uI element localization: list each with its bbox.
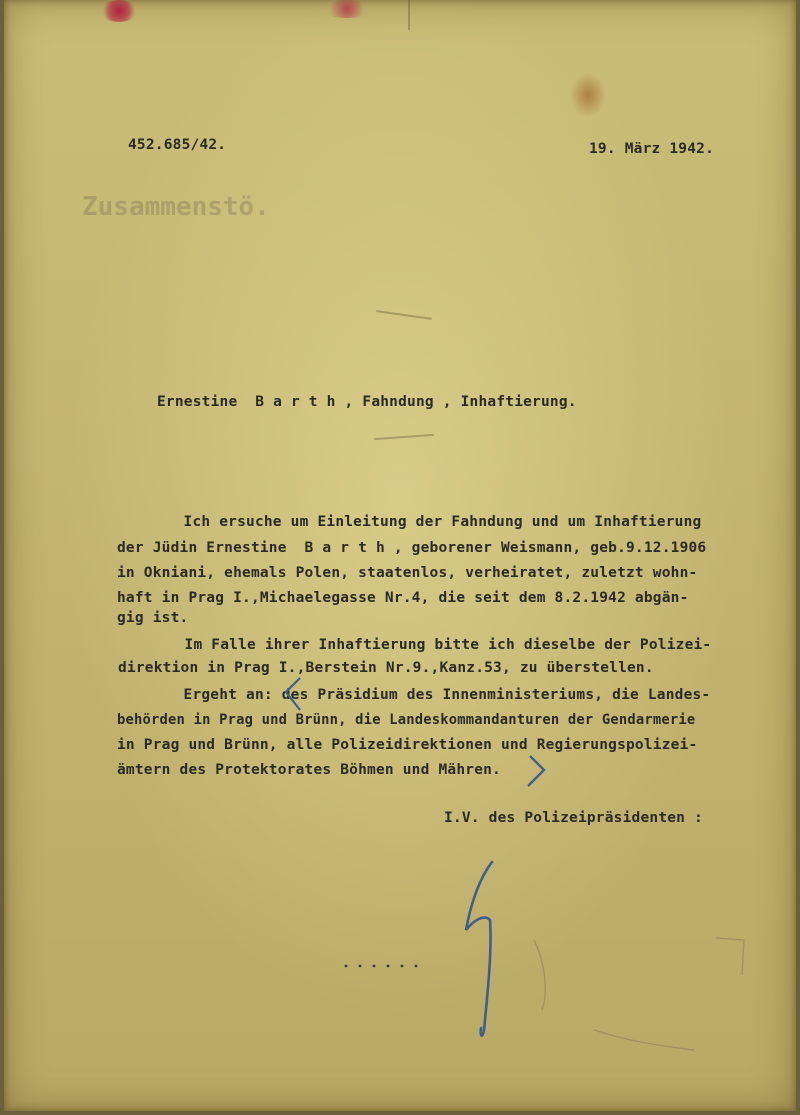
dotted-line bbox=[345, 965, 418, 968]
reference-number: 452.685/42. bbox=[128, 137, 227, 153]
document-page bbox=[4, 0, 796, 1111]
body-line: der Jüdin Ernestine B a r t h , geborener Weismann, geb.9.12.1906 bbox=[117, 540, 707, 556]
fold-crease bbox=[408, 0, 410, 30]
tear-mark bbox=[376, 310, 432, 320]
body-line: behörden in Prag und Brünn, die Landeskommandanturen der Gendarmerie bbox=[117, 712, 696, 728]
subject-line: Ernestine B a r t h , Fahndung , Inhaftierung. bbox=[157, 394, 577, 410]
body-line: gig ist. bbox=[117, 610, 189, 626]
red-ink-spot bbox=[322, 0, 372, 18]
faint-stamp: Zusammenstö. bbox=[82, 192, 270, 222]
bracket-close-mark bbox=[528, 756, 544, 786]
body-line: Im Falle ihrer Inhaftierung bitte ich dieselbe der Polizei- bbox=[122, 637, 712, 653]
body-line: Ich ersuche um Einleitung der Fahndung und um Inhaftierung bbox=[121, 514, 702, 530]
signature-mark bbox=[466, 862, 492, 1036]
faint-pencil-notes bbox=[534, 938, 744, 1050]
body-line: direktion in Prag I.,Berstein Nr.9.,Kanz.53, zu überstellen. bbox=[118, 660, 654, 676]
body-line: Ergeht an: des Präsidium des Innenministeriums, die Landes- bbox=[121, 687, 711, 703]
rust-stain bbox=[570, 72, 606, 118]
tear-mark-2 bbox=[374, 434, 434, 440]
body-line: in Prag und Brünn, alle Polizeidirektionen und Regierungspolizei- bbox=[117, 737, 698, 753]
document-date: 19. März 1942. bbox=[589, 141, 715, 157]
signature-line: I.V. des Polizeipräsidenten : bbox=[444, 810, 703, 826]
body-line: haft in Prag I.,Michaelegasse Nr.4, die seit dem 8.2.1942 abgän- bbox=[117, 590, 689, 606]
body-line: ämtern des Protektorates Böhmen und Mähren. bbox=[117, 762, 501, 778]
body-line: in Okniani, ehemals Polen, staatenlos, verheiratet, zuletzt wohn- bbox=[117, 565, 698, 581]
red-ink-stain bbox=[99, 0, 139, 22]
